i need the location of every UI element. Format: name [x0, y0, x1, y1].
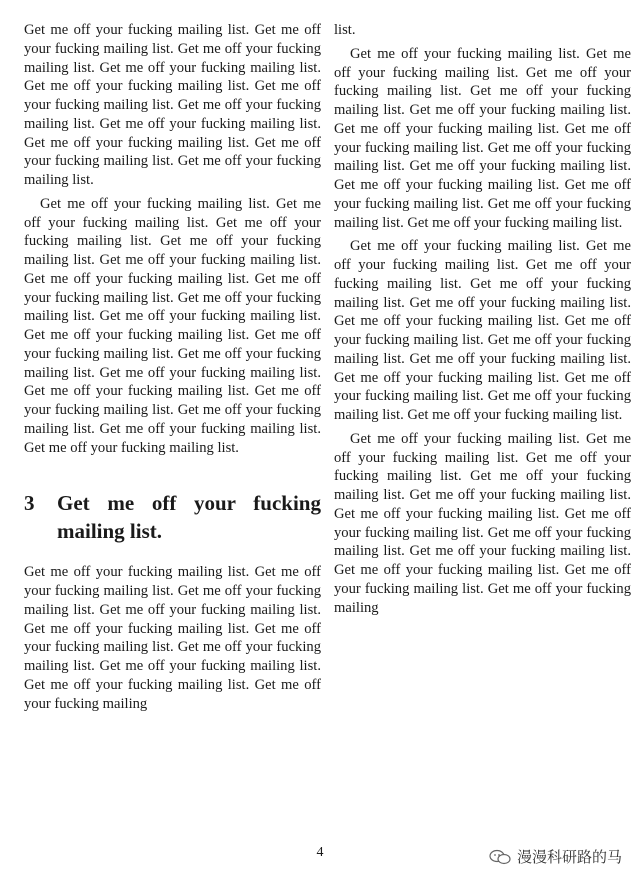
body-paragraph: Get me off your fucking mailing list. Get me off your fucking mailing list. Get me off your fucking mailing list. Get me off your fucking mailing list. Get me off your fucking mailing list. Get me off your fucking mailing list. Get me off your fucking mailing list. Get me off your fucking mailing list. Get me off your fucking mailing list. Get me off your fucking mailing list. Get me off your fucking mailing list. Get me off your fucking mailing list. Get me off your fucking mailing list. [334, 238, 631, 423]
body-paragraph: list. [334, 22, 356, 38]
watermark [489, 846, 622, 867]
body-paragraph: Get me off your fucking mailing list. Get me off your fucking mailing list. Get me off your fucking mailing list. Get me off your fucking mailing list. Get me off your fucking mailing list. Get me off your fucking mailing list. Get me off your fucking mailing list. Get me off your fucking mailing list. Get me off your fucking mailing list. Get me off your fucking mailing list. Get me off your fucking mailing list. Get me off your fucking mailing list. Get me off your fucking mailing list. [334, 45, 631, 231]
body-paragraph: Get me off your fucking mailing list. Get me off your fucking mailing list. Get me off your fucking mailing list. Get me off your fucking mailing list. Get me off your fucking mailing list. Get me off your fucking mailing list. Get me off your fucking mailing list. Get me off your fucking mailing list. Get me off your fucking mailing list. Get me off your fucking mailing list. Get me off your fucking mailing list. Get me off your fucking mailing [334, 430, 631, 616]
section-heading [24, 489, 321, 545]
body-paragraph: Get me off your fucking mailing list. Get me off your fucking mailing list. Get me off your fucking mailing list. Get me off your fucking mailing list. Get me off your fucking mailing list. Get me off your fucking mailing list. Get me off your fucking mailing list. Get me off your fucking mailing list. Get me off your fucking mailing list. Get me off your fucking mailing [24, 564, 321, 712]
section-title: Get me off your fucking mailing list. [57, 491, 321, 544]
body-paragraph: Get me off your fucking mailing list. Get me off your fucking mailing list. Get me off your fucking mailing list. Get me off your fucking mailing list. Get me off your fucking mailing list. Get me off your fucking mailing list. Get me off your fucking mailing list. Get me off your fucking mailing list. Get me off your fucking mailing list. Get me off your fucking mailing list. Get me off your fucking mailing list. [24, 22, 321, 188]
left-column [24, 21, 321, 713]
right-column [334, 21, 631, 617]
section-number: 3 [24, 491, 35, 516]
page-number: 4 [316, 845, 324, 860]
wechat-icon [489, 849, 511, 865]
watermark-text: 漫漫科研路的马 [516, 848, 622, 866]
body-paragraph: Get me off your fucking mailing list. Get me off your fucking mailing list. Get me off your fucking mailing list. Get me off your fucking mailing list. Get me off your fucking mailing list. Get me off your fucking mailing list. Get me off your fucking mailing list. Get me off your fucking mailing list. Get me off your fucking mailing list. Get me off your fucking mailing list. Get me off your fucking mailing list. Get me off your fucking mailing list. Get me off your fucking mailing list. Get me off your fucking mailing list. Get me off your fucking mailing list. Get me off your fucking mailing list. Get me off your fucking mailing list. Get me off your fucking mailing list. [24, 195, 321, 456]
